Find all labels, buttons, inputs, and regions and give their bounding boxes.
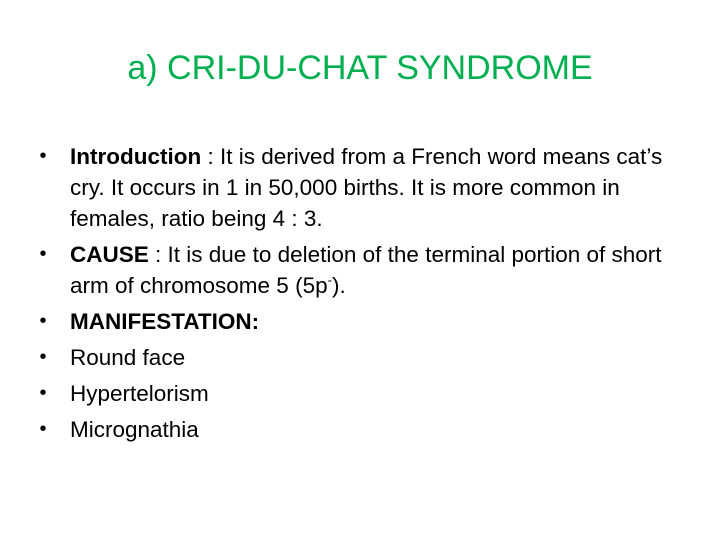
bullet-item-micrognathia — [36, 414, 686, 445]
bullet-dot-icon: • — [39, 145, 47, 167]
cause-heading: CAUSE — [70, 242, 149, 267]
bullet-dot-icon: • — [39, 310, 47, 332]
cause-text: : It is due to deletion of the terminal portion of short arm of chromosome 5 (5p — [70, 242, 662, 298]
introduction-text: : It is derived from a French word means cat’s cry. It occurs in 1 in 50,000 births. It is more common in females, ratio being 4 : 3. — [70, 144, 663, 231]
introduction-heading: Introduction — [70, 144, 202, 169]
bullet-item-round-face — [36, 342, 686, 373]
bullet-item-manifestation — [36, 306, 686, 337]
manifestation-heading: MANIFESTATION: — [70, 309, 260, 334]
hypertelorism-text: Hypertelorism — [70, 381, 209, 406]
bullet-item-cause — [36, 239, 686, 301]
bullet-item-introduction — [36, 141, 686, 234]
bullet-dot-icon: • — [39, 346, 47, 368]
cause-text-end: ). — [331, 273, 346, 298]
micrognathia-text: Micrognathia — [70, 417, 199, 442]
bullet-list — [36, 141, 686, 445]
bullet-dot-icon: • — [39, 243, 47, 265]
bullet-dot-icon: • — [39, 418, 47, 440]
cause-superscript: - — [327, 272, 332, 288]
bullet-item-hypertelorism — [36, 378, 686, 409]
round-face-text: Round face — [70, 345, 186, 370]
bullet-dot-icon: • — [39, 382, 47, 404]
slide-title: a) CRI-DU-CHAT SYNDROME — [127, 49, 593, 87]
